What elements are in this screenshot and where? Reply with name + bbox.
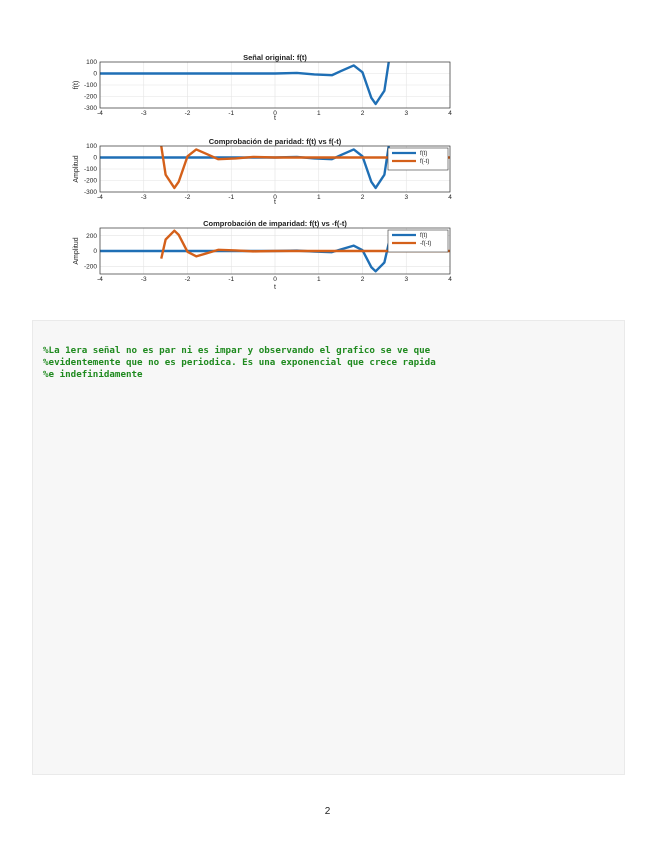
x-tick-label: -4 [97,276,103,283]
x-tick-label: 0 [273,110,277,117]
x-tick-label: -4 [97,110,103,117]
x-tick-label: -1 [228,110,235,117]
x-tick-label: 2 [360,110,365,117]
y-tick-label: -300 [83,105,97,113]
x-tick-label: -3 [140,110,147,117]
figure [60,50,460,295]
x-tick-label: -2 [184,194,191,201]
x-tick-label: 0 [273,276,277,283]
code-line: %e indefinidamente [43,369,143,380]
x-tick-label: -1 [228,276,235,283]
y-axis-label: Amplitud [73,155,80,183]
plot-title: Comprobación de paridad: f(t) vs f(-t) [208,137,342,146]
page-number: 2 [324,806,331,817]
y-tick-label: 0 [93,248,97,256]
x-axis-label: t [274,115,276,122]
y-tick-label: -100 [83,166,97,174]
code-line: %evidentemente que no es periodica. Es una exponencial que crece rapida [43,357,436,368]
x-tick-label: 2 [360,194,365,201]
x-tick-label: -2 [184,276,191,283]
x-tick-label: -2 [184,110,191,117]
x-tick-label: 2 [360,276,365,283]
y-tick-label: -200 [83,93,97,101]
x-tick-label: 4 [448,110,452,117]
x-tick-label: 3 [404,276,409,283]
x-tick-label: -1 [228,194,235,201]
x-axis-label: t [274,199,276,206]
y-tick-label: 0 [93,154,97,162]
x-tick-label: 3 [404,110,409,117]
code-panel [32,320,625,775]
legend-label: f(t) [420,233,428,239]
legend-label: f(-t) [420,159,430,165]
x-tick-label: -4 [97,194,103,201]
x-tick-label: 4 [448,194,452,201]
y-axis-label: Amplitud [73,237,80,265]
legend-label: f(t) [420,151,428,157]
legend-label: -f(-t) [420,241,432,247]
legend-box [388,148,448,170]
y-tick-label: -300 [83,189,97,197]
y-tick-label: -200 [83,177,97,185]
code-line: %La 1era señal no es par ni es impar y observando el grafico se ve que [43,345,431,356]
y-tick-label: 0 [93,70,97,78]
legend-box [388,230,448,252]
plot-title: Señal original: f(t) [243,53,307,62]
x-tick-label: 1 [316,194,321,201]
x-tick-label: 3 [404,194,409,201]
y-tick-label: -100 [83,82,97,90]
code-block [43,345,436,381]
x-tick-label: -3 [140,276,147,283]
y-tick-label: 100 [86,59,97,67]
y-axis-label: f(t) [73,80,80,90]
x-tick-label: 1 [316,276,321,283]
x-tick-label: 1 [316,110,321,117]
x-tick-label: 4 [448,276,452,283]
y-tick-label: -200 [83,263,97,271]
x-tick-label: -3 [140,194,147,201]
plot-title: Comprobación de imparidad: f(t) vs -f(-t) [203,219,347,228]
y-tick-label: 200 [86,232,97,240]
y-tick-label: 100 [86,143,97,151]
x-tick-label: 0 [273,194,277,201]
x-axis-label: t [274,284,276,291]
